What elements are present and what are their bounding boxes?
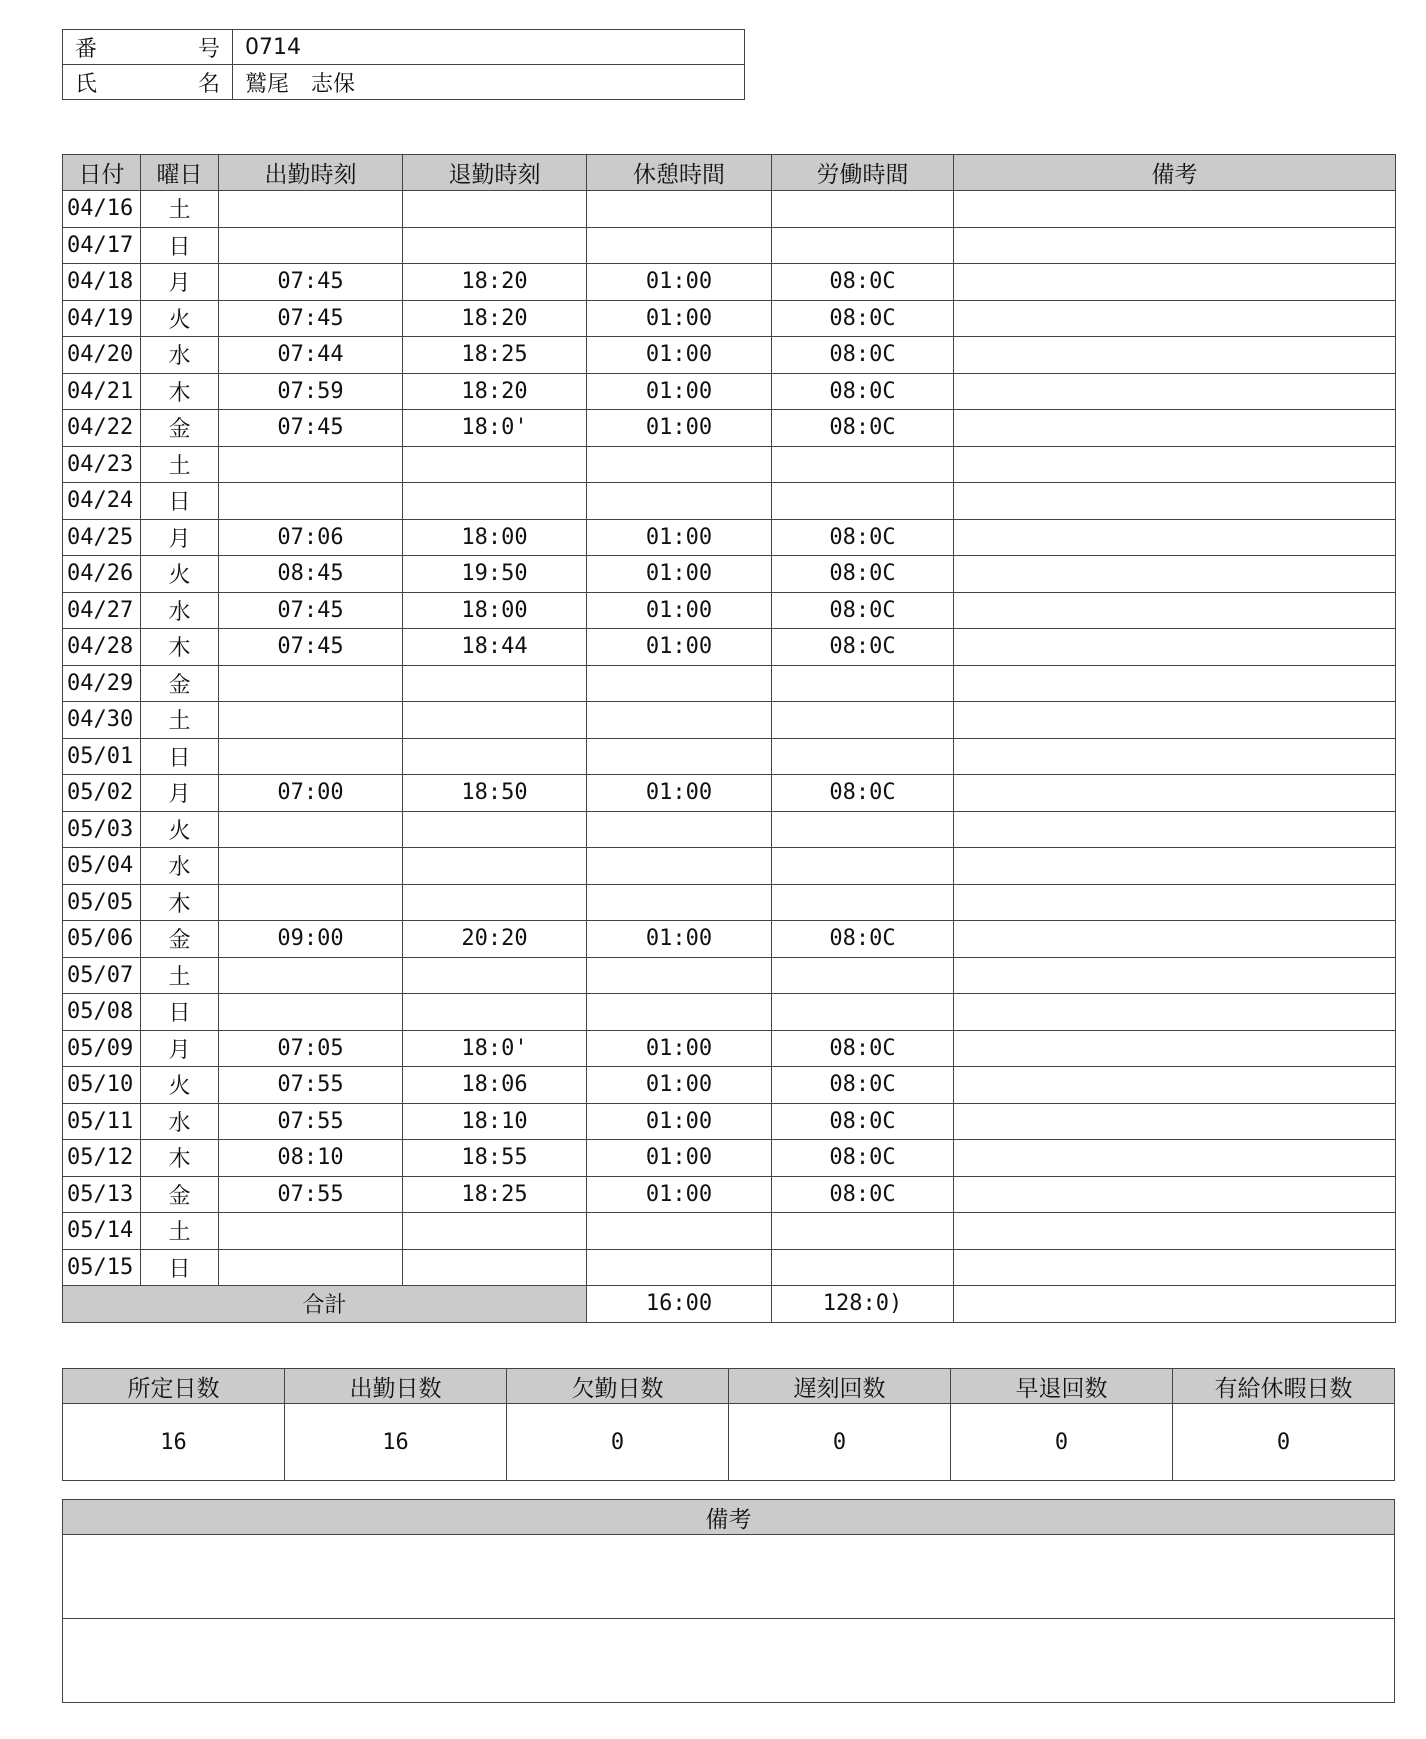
table-row	[63, 848, 1396, 885]
employee-number-label-b: 号	[197, 36, 220, 62]
row-remarks	[954, 300, 1396, 337]
row-remarks	[954, 1176, 1396, 1213]
row-work-time	[772, 446, 954, 483]
row-clock-out	[403, 483, 587, 520]
row-date: 05/15	[63, 1249, 141, 1286]
row-weekday: 土	[141, 1213, 219, 1250]
row-clock-out: 18:0'	[403, 410, 587, 447]
row-work-time	[772, 994, 954, 1031]
table-row	[63, 1030, 1396, 1067]
row-work-time	[772, 483, 954, 520]
row-work-time	[772, 702, 954, 739]
employee-name-value: 鷲尾 志保	[233, 65, 745, 100]
summary-value: 16	[285, 1404, 507, 1481]
row-work-time: 08:0C	[772, 1176, 954, 1213]
row-clock-out: 18:0'	[403, 1030, 587, 1067]
row-date: 05/07	[63, 957, 141, 994]
row-date: 04/26	[63, 556, 141, 593]
total-work-time: 128:0)	[772, 1286, 954, 1323]
table-row	[63, 191, 1396, 228]
row-clock-in: 07:45	[219, 592, 403, 629]
row-weekday: 水	[141, 848, 219, 885]
daily-header-row	[63, 155, 1396, 191]
employee-number-label-a: 番	[75, 36, 98, 62]
row-clock-in: 07:45	[219, 300, 403, 337]
notes-table	[62, 1499, 1395, 1703]
table-row	[63, 483, 1396, 520]
row-break-time: 01:00	[587, 300, 772, 337]
table-row	[63, 264, 1396, 301]
row-work-time	[772, 665, 954, 702]
row-clock-in	[219, 957, 403, 994]
row-clock-in	[219, 994, 403, 1031]
row-break-time: 01:00	[587, 337, 772, 374]
table-row	[63, 884, 1396, 921]
row-break-time	[587, 957, 772, 994]
row-clock-in: 08:10	[219, 1140, 403, 1177]
summary-value: 16	[63, 1404, 285, 1481]
row-date: 05/10	[63, 1067, 141, 1104]
summary-header: 遅刻回数	[729, 1369, 951, 1404]
table-row	[63, 629, 1396, 666]
row-weekday: 火	[141, 300, 219, 337]
row-date: 04/20	[63, 337, 141, 374]
row-break-time	[587, 994, 772, 1031]
row-remarks	[954, 446, 1396, 483]
table-row	[63, 1067, 1396, 1104]
row-break-time: 01:00	[587, 519, 772, 556]
row-remarks	[954, 665, 1396, 702]
row-weekday: 水	[141, 592, 219, 629]
header-clock-out: 退勤時刻	[403, 155, 587, 191]
row-remarks	[954, 775, 1396, 812]
row-clock-in: 07:45	[219, 264, 403, 301]
row-weekday: 日	[141, 227, 219, 264]
row-remarks	[954, 264, 1396, 301]
row-date: 05/09	[63, 1030, 141, 1067]
row-remarks	[954, 921, 1396, 958]
row-work-time: 08:0C	[772, 775, 954, 812]
table-row	[63, 1249, 1396, 1286]
row-date: 05/06	[63, 921, 141, 958]
row-clock-out	[403, 848, 587, 885]
row-work-time	[772, 1213, 954, 1250]
row-clock-out: 18:06	[403, 1067, 587, 1104]
row-remarks	[954, 1213, 1396, 1250]
row-break-time	[587, 665, 772, 702]
row-remarks	[954, 1140, 1396, 1177]
table-row	[63, 373, 1396, 410]
row-clock-in: 07:55	[219, 1067, 403, 1104]
row-weekday: 火	[141, 1067, 219, 1104]
row-clock-in: 07:05	[219, 1030, 403, 1067]
table-row	[63, 556, 1396, 593]
employee-number-label	[63, 30, 233, 65]
summary-table	[62, 1368, 1395, 1481]
row-clock-out	[403, 227, 587, 264]
row-break-time	[587, 811, 772, 848]
row-clock-in	[219, 446, 403, 483]
row-clock-out	[403, 446, 587, 483]
row-break-time	[587, 446, 772, 483]
row-date: 05/03	[63, 811, 141, 848]
summary-header: 有給休暇日数	[1173, 1369, 1395, 1404]
row-break-time: 01:00	[587, 592, 772, 629]
row-clock-in	[219, 483, 403, 520]
row-remarks	[954, 738, 1396, 775]
total-row	[63, 1286, 1396, 1323]
row-work-time	[772, 738, 954, 775]
row-remarks	[954, 1249, 1396, 1286]
row-clock-out: 18:50	[403, 775, 587, 812]
employee-name-row	[63, 65, 745, 100]
row-clock-in: 07:59	[219, 373, 403, 410]
table-row	[63, 702, 1396, 739]
row-clock-in	[219, 665, 403, 702]
daily-attendance-table	[62, 154, 1396, 1323]
row-break-time: 01:00	[587, 264, 772, 301]
summary-header: 早退回数	[951, 1369, 1173, 1404]
row-clock-in	[219, 1213, 403, 1250]
row-weekday: 土	[141, 957, 219, 994]
row-remarks	[954, 227, 1396, 264]
row-break-time	[587, 227, 772, 264]
row-remarks	[954, 702, 1396, 739]
row-clock-in	[219, 227, 403, 264]
row-clock-out	[403, 702, 587, 739]
table-row	[63, 1103, 1396, 1140]
table-row	[63, 811, 1396, 848]
row-clock-out	[403, 994, 587, 1031]
employee-name-label	[63, 65, 233, 100]
row-remarks	[954, 994, 1396, 1031]
row-date: 05/02	[63, 775, 141, 812]
table-row	[63, 592, 1396, 629]
row-break-time: 01:00	[587, 556, 772, 593]
row-remarks	[954, 519, 1396, 556]
row-work-time	[772, 1249, 954, 1286]
row-clock-out: 19:50	[403, 556, 587, 593]
row-break-time	[587, 848, 772, 885]
row-remarks	[954, 483, 1396, 520]
row-weekday: 木	[141, 629, 219, 666]
row-clock-out: 18:00	[403, 519, 587, 556]
summary-header: 出勤日数	[285, 1369, 507, 1404]
row-clock-in	[219, 702, 403, 739]
row-remarks	[954, 592, 1396, 629]
row-date: 04/21	[63, 373, 141, 410]
row-clock-out: 18:20	[403, 300, 587, 337]
row-break-time: 01:00	[587, 1176, 772, 1213]
row-weekday: 木	[141, 1140, 219, 1177]
row-work-time: 08:0C	[772, 921, 954, 958]
summary-value-row	[63, 1404, 1395, 1481]
row-remarks	[954, 629, 1396, 666]
row-break-time: 01:00	[587, 775, 772, 812]
row-clock-in	[219, 191, 403, 228]
row-break-time	[587, 738, 772, 775]
row-work-time: 08:0C	[772, 410, 954, 447]
row-break-time: 01:00	[587, 1140, 772, 1177]
header-weekday: 曜日	[141, 155, 219, 191]
row-work-time	[772, 191, 954, 228]
row-date: 04/18	[63, 264, 141, 301]
row-clock-in	[219, 884, 403, 921]
total-break-time: 16:00	[587, 1286, 772, 1323]
row-break-time: 01:00	[587, 1067, 772, 1104]
row-break-time	[587, 1249, 772, 1286]
row-remarks	[954, 191, 1396, 228]
notes-line	[63, 1619, 1395, 1703]
row-clock-in	[219, 848, 403, 885]
row-remarks	[954, 337, 1396, 374]
row-weekday: 日	[141, 738, 219, 775]
row-clock-in	[219, 1249, 403, 1286]
row-work-time: 08:0C	[772, 592, 954, 629]
row-clock-in: 07:45	[219, 410, 403, 447]
row-remarks	[954, 373, 1396, 410]
row-weekday: 土	[141, 446, 219, 483]
row-date: 04/29	[63, 665, 141, 702]
summary-header: 欠勤日数	[507, 1369, 729, 1404]
row-weekday: 水	[141, 1103, 219, 1140]
daily-attendance-body	[63, 191, 1396, 1286]
row-break-time: 01:00	[587, 410, 772, 447]
row-clock-in: 07:00	[219, 775, 403, 812]
row-clock-out	[403, 1249, 587, 1286]
row-break-time: 01:00	[587, 921, 772, 958]
row-work-time: 08:0C	[772, 629, 954, 666]
summary-value: 0	[507, 1404, 729, 1481]
row-date: 05/08	[63, 994, 141, 1031]
row-clock-out: 18:25	[403, 1176, 587, 1213]
row-work-time	[772, 811, 954, 848]
row-clock-in	[219, 738, 403, 775]
employee-name-label-a: 氏	[75, 71, 98, 97]
row-date: 05/05	[63, 884, 141, 921]
row-weekday: 木	[141, 373, 219, 410]
row-break-time: 01:00	[587, 629, 772, 666]
row-work-time	[772, 884, 954, 921]
table-row	[63, 1213, 1396, 1250]
row-remarks	[954, 1103, 1396, 1140]
table-row	[63, 738, 1396, 775]
row-work-time: 08:0C	[772, 1030, 954, 1067]
row-work-time: 08:0C	[772, 556, 954, 593]
total-remarks	[954, 1286, 1396, 1323]
row-work-time: 08:0C	[772, 373, 954, 410]
row-weekday: 月	[141, 775, 219, 812]
row-clock-out	[403, 811, 587, 848]
row-break-time	[587, 884, 772, 921]
row-date: 04/24	[63, 483, 141, 520]
row-weekday: 金	[141, 665, 219, 702]
row-remarks	[954, 1067, 1396, 1104]
row-date: 04/28	[63, 629, 141, 666]
table-row	[63, 921, 1396, 958]
employee-number-row	[63, 30, 745, 65]
row-clock-in	[219, 811, 403, 848]
row-work-time: 08:0C	[772, 519, 954, 556]
row-clock-in: 07:55	[219, 1176, 403, 1213]
row-remarks	[954, 811, 1396, 848]
table-row	[63, 1140, 1396, 1177]
row-date: 05/13	[63, 1176, 141, 1213]
table-row	[63, 446, 1396, 483]
row-weekday: 日	[141, 483, 219, 520]
employee-info-table	[62, 29, 745, 100]
row-break-time	[587, 702, 772, 739]
row-break-time	[587, 1213, 772, 1250]
summary-header: 所定日数	[63, 1369, 285, 1404]
row-clock-out: 18:20	[403, 264, 587, 301]
header-remarks: 備考	[954, 155, 1396, 191]
row-clock-in: 07:06	[219, 519, 403, 556]
row-work-time: 08:0C	[772, 337, 954, 374]
row-weekday: 金	[141, 1176, 219, 1213]
row-weekday: 金	[141, 410, 219, 447]
row-date: 04/30	[63, 702, 141, 739]
row-remarks	[954, 556, 1396, 593]
table-row	[63, 665, 1396, 702]
notes-header-row	[63, 1500, 1395, 1535]
summary-value: 0	[729, 1404, 951, 1481]
row-weekday: 月	[141, 519, 219, 556]
row-weekday: 日	[141, 994, 219, 1031]
row-weekday: 水	[141, 337, 219, 374]
row-clock-out: 18:25	[403, 337, 587, 374]
row-remarks	[954, 848, 1396, 885]
table-row	[63, 1176, 1396, 1213]
table-row	[63, 227, 1396, 264]
row-weekday: 火	[141, 556, 219, 593]
row-break-time: 01:00	[587, 373, 772, 410]
row-clock-out	[403, 191, 587, 228]
row-date: 05/12	[63, 1140, 141, 1177]
row-clock-out: 20:20	[403, 921, 587, 958]
table-row	[63, 337, 1396, 374]
row-work-time: 08:0C	[772, 1103, 954, 1140]
row-work-time: 08:0C	[772, 1140, 954, 1177]
row-work-time	[772, 957, 954, 994]
row-clock-out	[403, 957, 587, 994]
row-break-time: 01:00	[587, 1030, 772, 1067]
row-date: 05/11	[63, 1103, 141, 1140]
table-row	[63, 775, 1396, 812]
employee-name-label-b: 名	[197, 71, 220, 97]
row-date: 04/25	[63, 519, 141, 556]
row-work-time	[772, 848, 954, 885]
summary-value: 0	[951, 1404, 1173, 1481]
row-break-time: 01:00	[587, 1103, 772, 1140]
summary-header-row	[63, 1369, 1395, 1404]
row-clock-in: 09:00	[219, 921, 403, 958]
row-date: 04/27	[63, 592, 141, 629]
row-date: 04/23	[63, 446, 141, 483]
row-weekday: 土	[141, 702, 219, 739]
row-date: 04/16	[63, 191, 141, 228]
table-row	[63, 519, 1396, 556]
row-clock-in: 08:45	[219, 556, 403, 593]
row-work-time	[772, 227, 954, 264]
row-clock-out	[403, 1213, 587, 1250]
row-date: 05/04	[63, 848, 141, 885]
row-clock-out: 18:20	[403, 373, 587, 410]
row-remarks	[954, 410, 1396, 447]
row-weekday: 月	[141, 1030, 219, 1067]
row-break-time	[587, 191, 772, 228]
row-clock-in: 07:44	[219, 337, 403, 374]
row-remarks	[954, 957, 1396, 994]
row-clock-out: 18:00	[403, 592, 587, 629]
header-break-time: 休憩時間	[587, 155, 772, 191]
row-date: 04/22	[63, 410, 141, 447]
row-clock-out	[403, 665, 587, 702]
summary-value: 0	[1173, 1404, 1395, 1481]
row-clock-in: 07:55	[219, 1103, 403, 1140]
header-date: 日付	[63, 155, 141, 191]
table-row	[63, 410, 1396, 447]
total-label: 合計	[63, 1286, 587, 1323]
notes-header: 備考	[63, 1500, 1395, 1535]
row-clock-out: 18:10	[403, 1103, 587, 1140]
row-date: 05/14	[63, 1213, 141, 1250]
row-weekday: 土	[141, 191, 219, 228]
row-date: 04/19	[63, 300, 141, 337]
header-work-time: 労働時間	[772, 155, 954, 191]
table-row	[63, 994, 1396, 1031]
row-weekday: 月	[141, 264, 219, 301]
employee-number-value: 0714	[233, 30, 745, 65]
notes-line	[63, 1535, 1395, 1619]
row-clock-out	[403, 884, 587, 921]
row-weekday: 木	[141, 884, 219, 921]
row-date: 05/01	[63, 738, 141, 775]
row-weekday: 火	[141, 811, 219, 848]
row-remarks	[954, 884, 1396, 921]
table-row	[63, 300, 1396, 337]
row-clock-out	[403, 738, 587, 775]
row-work-time: 08:0C	[772, 1067, 954, 1104]
row-date: 04/17	[63, 227, 141, 264]
notes-line-1	[63, 1535, 1395, 1619]
row-weekday: 金	[141, 921, 219, 958]
table-row	[63, 957, 1396, 994]
row-work-time: 08:0C	[772, 300, 954, 337]
row-remarks	[954, 1030, 1396, 1067]
row-clock-out: 18:55	[403, 1140, 587, 1177]
notes-line-2	[63, 1619, 1395, 1703]
row-work-time: 08:0C	[772, 264, 954, 301]
row-weekday: 日	[141, 1249, 219, 1286]
row-clock-out: 18:44	[403, 629, 587, 666]
header-clock-in: 出勤時刻	[219, 155, 403, 191]
row-clock-in: 07:45	[219, 629, 403, 666]
row-break-time	[587, 483, 772, 520]
